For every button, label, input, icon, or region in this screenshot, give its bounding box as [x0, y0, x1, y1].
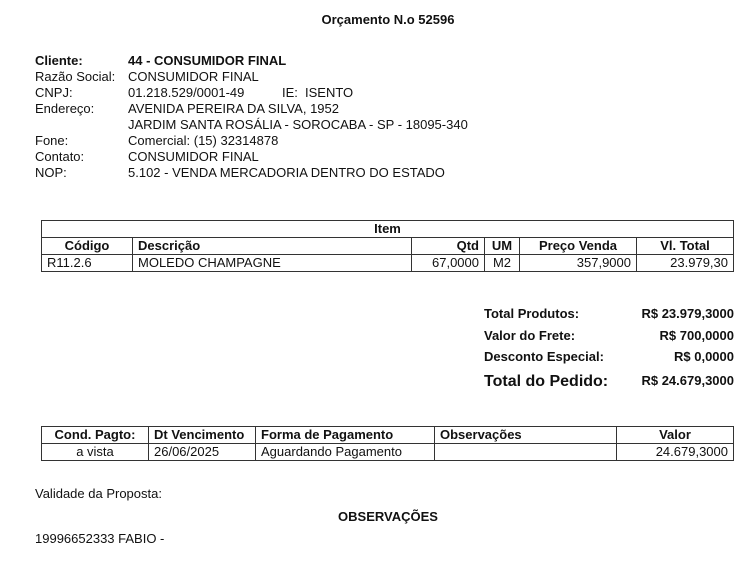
cell-descricao: MOLEDO CHAMPAGNE — [133, 255, 412, 272]
cell-preco-venda: 357,9000 — [520, 255, 637, 272]
items-section-title: Item — [42, 221, 734, 238]
col-header-qtd: Qtd — [412, 238, 485, 255]
total-produtos-label: Total Produtos: — [484, 306, 580, 321]
value-fone: Comercial: (15) 32314878 — [128, 133, 279, 148]
cell-qtd: 67,0000 — [412, 255, 485, 272]
valor-frete-value: R$ 700,0000 — [659, 328, 734, 343]
label-razao-social: Razão Social: — [35, 69, 116, 84]
col-header-valor: Valor — [617, 427, 734, 444]
col-header-descricao: Descrição — [133, 238, 412, 255]
desconto-especial-label: Desconto Especial: — [484, 349, 604, 364]
value-endereco-cidade: JARDIM SANTA ROSÁLIA - SOROCABA - SP - 18095-340 — [128, 117, 468, 132]
col-header-forma-pagamento: Forma de Pagamento — [256, 427, 435, 444]
cell-observacoes — [435, 444, 617, 461]
label-nop: NOP: — [35, 165, 67, 180]
col-header-vl-total: Vl. Total — [637, 238, 734, 255]
cell-cond-pagto: a vista — [42, 444, 149, 461]
col-header-codigo: Código — [42, 238, 133, 255]
observacoes-text: 19996652333 FABIO - — [35, 531, 165, 546]
label-contato: Contato: — [35, 149, 85, 164]
label-cnpj: CNPJ: — [35, 85, 73, 100]
cell-codigo: R11.2.6 — [42, 255, 133, 272]
total-produtos-value: R$ 23.979,3000 — [641, 306, 734, 321]
total-pedido-value: R$ 24.679,3000 — [641, 373, 734, 388]
value-ie: ISENTO — [305, 85, 354, 100]
col-header-preco-venda: Preço Venda — [520, 238, 637, 255]
value-contato: CONSUMIDOR FINAL — [128, 149, 259, 164]
valor-frete-label: Valor do Frete: — [484, 328, 576, 343]
total-pedido-label: Total do Pedido: — [484, 373, 609, 390]
table-row — [42, 255, 734, 272]
cell-forma-pagamento: Aguardando Pagamento — [256, 444, 435, 461]
table-row — [42, 444, 734, 461]
desconto-especial-value: R$ 0,0000 — [674, 349, 734, 364]
col-header-dt-vencimento: Dt Vencimento — [149, 427, 256, 444]
document-title: Orçamento N.o 52596 — [321, 12, 455, 27]
label-endereco: Endereço: — [35, 101, 95, 116]
value-cliente: 44 - CONSUMIDOR FINAL — [128, 53, 287, 68]
cell-dt-vencimento: 26/06/2025 — [149, 444, 256, 461]
value-razao-social: CONSUMIDOR FINAL — [128, 69, 259, 84]
observacoes-title: OBSERVAÇÕES — [338, 509, 438, 524]
label-fone: Fone: — [35, 133, 69, 148]
cell-vl-total: 23.979,30 — [637, 255, 734, 272]
cell-um: M2 — [485, 255, 520, 272]
payment-table — [41, 426, 734, 461]
cell-valor: 24.679,3000 — [617, 444, 734, 461]
value-nop: 5.102 - VENDA MERCADORIA DENTRO DO ESTADO — [128, 165, 445, 180]
label-cliente: Cliente: — [35, 53, 83, 68]
items-table — [41, 220, 734, 272]
col-header-cond-pagto: Cond. Pagto: — [42, 427, 149, 444]
label-ie: IE: — [282, 85, 298, 100]
col-header-um: UM — [485, 238, 520, 255]
value-endereco: AVENIDA PEREIRA DA SILVA, 1952 — [128, 101, 339, 116]
value-cnpj: 01.218.529/0001-49 — [128, 85, 245, 100]
col-header-observacoes: Observações — [435, 427, 617, 444]
validade-label: Validade da Proposta: — [35, 486, 162, 501]
